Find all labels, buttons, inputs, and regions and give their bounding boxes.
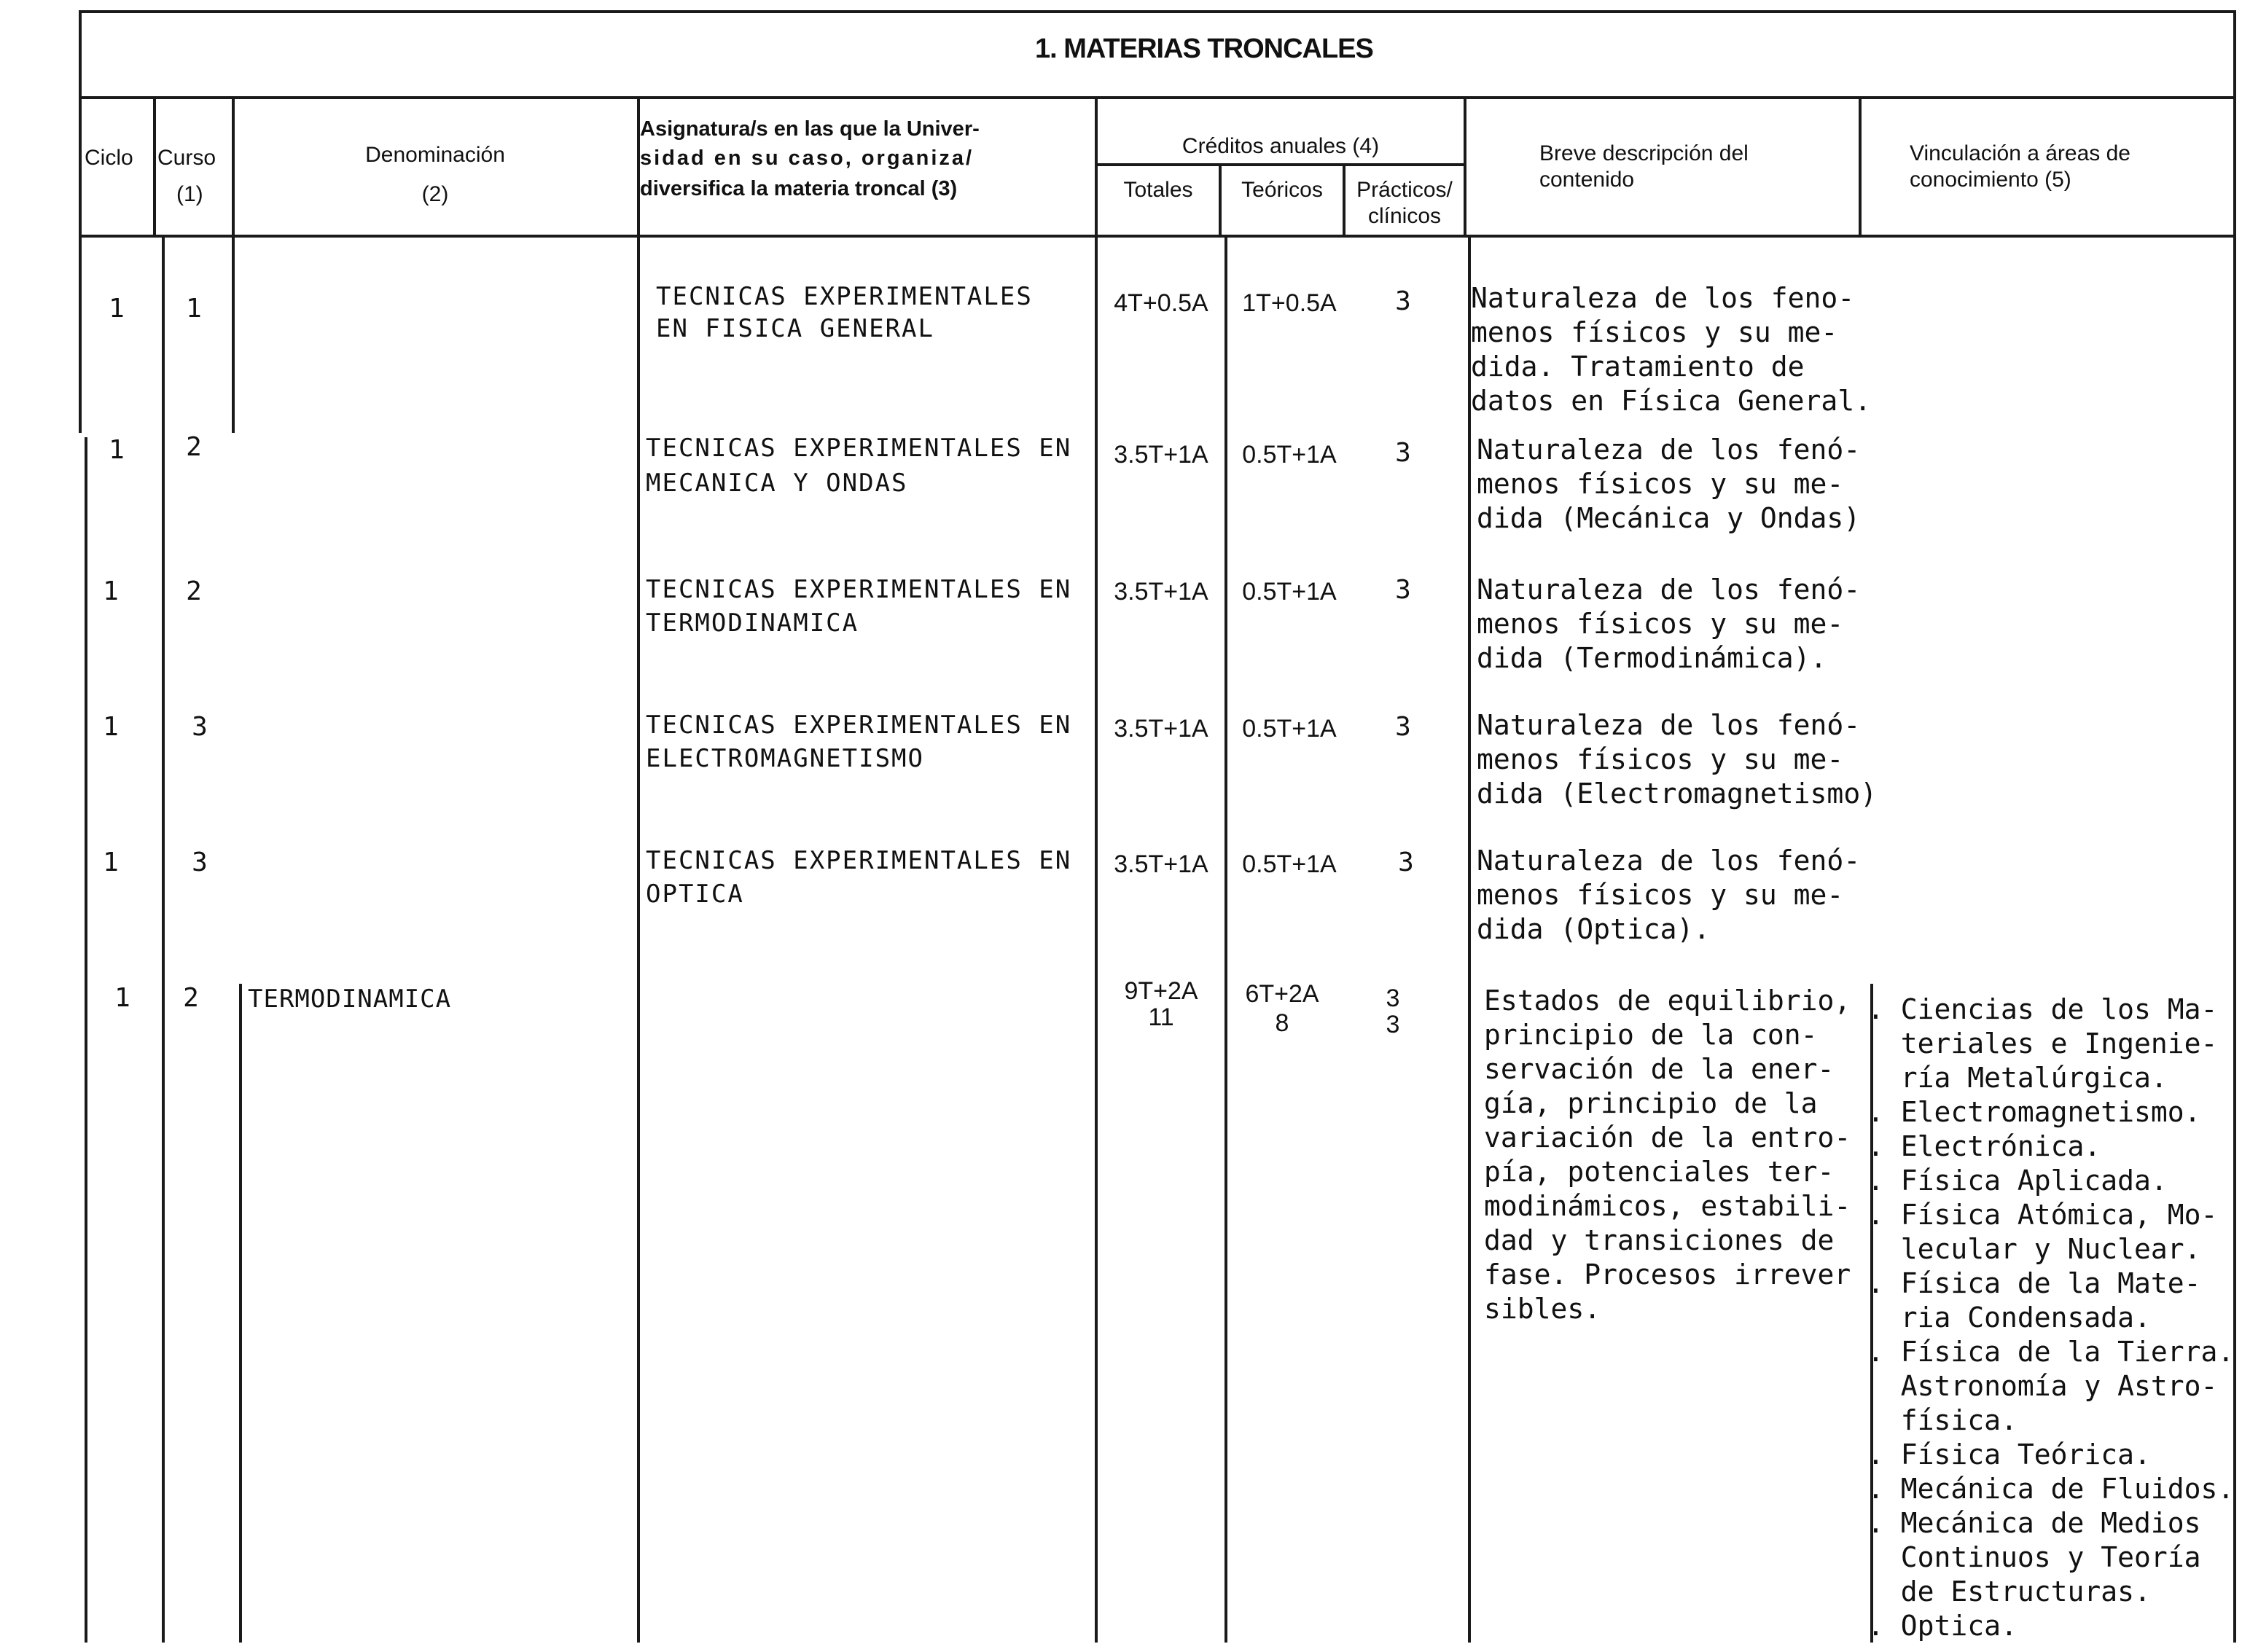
cell-descripcion-line3: dida (Termodinámica). bbox=[1477, 642, 1827, 674]
cell-ciclo: 1 bbox=[103, 576, 119, 606]
header-practicos-line1: Prácticos/ bbox=[1356, 178, 1453, 202]
cell-descripcion-line2: menos físicos y su me- bbox=[1477, 879, 1844, 911]
cell-vinculacion-line9: . Física de la Mate- bbox=[1867, 1267, 2201, 1299]
cell-ciclo: 1 bbox=[103, 712, 119, 742]
cell-descripcion-line2: principio de la con- bbox=[1484, 1019, 1818, 1051]
cell-totales: 3.5T+1A bbox=[1114, 441, 1208, 469]
cell-descripcion-line2: menos físicos y su me- bbox=[1477, 608, 1844, 640]
cell-vinculacion-line19: . Optica. bbox=[1867, 1610, 2018, 1642]
cell-descripcion-line4: datos en Física General. bbox=[1471, 385, 1872, 417]
top-border bbox=[79, 10, 2236, 13]
header-denominacion-note: (2) bbox=[421, 182, 449, 206]
cell-asignatura-line1: TECNICAS EXPERIMENTALES EN bbox=[646, 575, 1072, 604]
cell-curso: 1 bbox=[186, 294, 202, 324]
cell-teoricos: 0.5T+1A bbox=[1242, 578, 1337, 606]
cell-descripcion-line2: menos físicos y su me- bbox=[1477, 743, 1844, 775]
cell-descripcion-line5: variación de la entro- bbox=[1484, 1121, 1851, 1154]
header-descripcion-line1: Breve descripción del bbox=[1539, 141, 1749, 165]
cell-vinculacion-line10: ria Condensada. bbox=[1867, 1301, 2151, 1334]
cell-teoricos: 0.5T+1A bbox=[1242, 441, 1337, 469]
cell-asignatura-line1: TECNICAS EXPERIMENTALES EN bbox=[646, 846, 1072, 875]
cell-practicos: 3 bbox=[1395, 438, 1411, 468]
body-line-ciclo-left bbox=[79, 236, 82, 433]
cell-vinculacion-line12: Astronomía y Astro- bbox=[1867, 1370, 2218, 1402]
body-line-ciclo-left-lower bbox=[85, 437, 87, 1643]
cell-teoricos-sum: 8 bbox=[1275, 1009, 1289, 1037]
cell-totales-sum: 11 bbox=[1148, 1003, 1174, 1031]
header-asignatura-line2: sidad en su caso, organiza/ bbox=[640, 146, 974, 170]
cell-descripcion-line1: Naturaleza de los fenó- bbox=[1477, 573, 1861, 606]
header-ciclo: Ciclo bbox=[85, 146, 133, 170]
cell-vinculacion-line17: Continuos y Teoría bbox=[1867, 1541, 2201, 1573]
cell-totales: 3.5T+1A bbox=[1114, 715, 1208, 743]
cell-asignatura-line2: EN FISICA GENERAL bbox=[656, 314, 934, 343]
cell-ciclo: 1 bbox=[109, 294, 125, 324]
header-creditos: Créditos anuales (4) bbox=[1181, 134, 1380, 158]
body-line-denominacion-lower bbox=[239, 984, 242, 1643]
cell-ciclo: 1 bbox=[109, 435, 125, 465]
cell-asignatura-line1: TECNICAS EXPERIMENTALES EN bbox=[646, 710, 1072, 740]
cell-descripcion-line1: Estados de equilibrio, bbox=[1484, 984, 1851, 1017]
cell-vinculacion-line14: . Física Teórica. bbox=[1867, 1438, 2151, 1471]
cell-practicos: 3 bbox=[1395, 712, 1411, 742]
cell-vinculacion-line16: . Mecánica de Medios bbox=[1867, 1507, 2201, 1539]
cell-descripcion-line9: fase. Procesos irrever bbox=[1484, 1258, 1851, 1291]
cell-asignatura-line2: MECANICA Y ONDAS bbox=[646, 469, 908, 498]
header-teoricos: Teóricos bbox=[1241, 178, 1323, 202]
cell-vinculacion-line7: . Física Atómica, Mo- bbox=[1867, 1199, 2218, 1231]
cell-totales: 4T+0.5A bbox=[1114, 289, 1208, 317]
header-denominacion: Denominación bbox=[365, 143, 505, 167]
cell-teoricos: 0.5T+1A bbox=[1242, 850, 1337, 878]
cell-totales: 3.5T+1A bbox=[1114, 578, 1208, 606]
cell-descripcion-line3: dida (Electromagnetismo) bbox=[1477, 778, 1878, 810]
cell-practicos: 3 bbox=[1398, 847, 1414, 877]
cell-descripcion-line1: Naturaleza de los fenó- bbox=[1477, 709, 1861, 741]
cell-vinculacion-line8: lecular y Nuclear. bbox=[1867, 1233, 2201, 1265]
cell-descripcion-line3: dida (Mecánica y Ondas) bbox=[1477, 502, 1861, 534]
cell-vinculacion-line13: física. bbox=[1867, 1404, 2018, 1436]
cell-descripcion-line3: dida. Tratamiento de bbox=[1471, 351, 1805, 383]
header-practicos-line2: clínicos bbox=[1367, 204, 1442, 228]
cell-practicos: 3 bbox=[1386, 984, 1400, 1012]
header-asignatura-line3: diversifica la materia troncal (3) bbox=[640, 177, 958, 200]
header-vinculacion-line1: Vinculación a áreas de bbox=[1910, 141, 2130, 165]
cell-descripcion-line7: modinámicos, estabili- bbox=[1484, 1190, 1851, 1222]
cell-totales: 3.5T+1A bbox=[1114, 850, 1208, 878]
cell-vinculacion-line15: . Mecánica de Fluidos. bbox=[1867, 1473, 2235, 1505]
cell-curso: 3 bbox=[192, 712, 208, 742]
cell-totales: 9T+2A bbox=[1124, 977, 1198, 1005]
right-border bbox=[2233, 10, 2236, 1643]
header-totales: Totales bbox=[1123, 178, 1193, 202]
cell-vinculacion-line3: ría Metalúrgica. bbox=[1867, 1062, 2168, 1094]
body-line-descripcion bbox=[1468, 236, 1471, 1643]
cell-ciclo: 1 bbox=[114, 983, 130, 1013]
header-curso: Curso bbox=[157, 146, 216, 170]
cell-curso: 2 bbox=[186, 576, 202, 606]
cell-teoricos: 0.5T+1A bbox=[1242, 715, 1337, 743]
col-line-creditos bbox=[1095, 98, 1098, 236]
cell-curso: 2 bbox=[186, 432, 202, 462]
cell-practicos: 3 bbox=[1395, 286, 1411, 316]
cell-teoricos: 6T+2A bbox=[1245, 980, 1319, 1008]
header-bottom bbox=[79, 235, 2236, 238]
cell-asignatura-line1: TECNICAS EXPERIMENTALES EN bbox=[646, 434, 1072, 463]
cell-denominacion: TERMODINAMICA bbox=[248, 984, 452, 1014]
cell-vinculacion-line1: . Ciencias de los Ma- bbox=[1867, 993, 2218, 1025]
cell-asignatura-line2: ELECTROMAGNETISMO bbox=[646, 744, 924, 773]
cell-descripcion-line6: pía, potenciales ter- bbox=[1484, 1156, 1835, 1188]
cell-descripcion-line3: dida (Optica). bbox=[1477, 913, 1711, 945]
cell-curso: 2 bbox=[183, 983, 199, 1013]
cell-descripcion-line3: servación de la ener- bbox=[1484, 1053, 1835, 1085]
col-line-descripcion bbox=[1464, 98, 1466, 236]
col-line-curso bbox=[153, 98, 156, 236]
cell-descripcion-line8: dad y transiciones de bbox=[1484, 1224, 1835, 1256]
cell-asignatura-line2: TERMODINAMICA bbox=[646, 608, 859, 638]
cell-curso: 3 bbox=[192, 847, 208, 877]
cell-descripcion-line10: sibles. bbox=[1484, 1293, 1601, 1325]
cell-vinculacion-line5: . Electrónica. bbox=[1867, 1130, 2101, 1162]
col-line-vinculacion bbox=[1859, 98, 1862, 236]
cell-asignatura-line1: TECNICAS EXPERIMENTALES bbox=[656, 282, 1033, 311]
cell-vinculacion-line11: . Física de la Tierra. bbox=[1867, 1336, 2235, 1368]
cell-descripcion-line1: Naturaleza de los fenó- bbox=[1477, 434, 1861, 466]
cell-descripcion-line1: Naturaleza de los feno- bbox=[1471, 282, 1855, 314]
cell-practicos-sum: 3 bbox=[1386, 1011, 1400, 1038]
document-title: 1. MATERIAS TRONCALES bbox=[1035, 34, 1373, 64]
header-descripcion-line2: contenido bbox=[1539, 168, 1635, 192]
cell-descripcion-line2: menos físicos y su me- bbox=[1477, 468, 1844, 500]
creditos-divider bbox=[1095, 163, 1465, 166]
header-vinculacion-line2: conocimiento (5) bbox=[1910, 168, 2071, 192]
cell-descripcion-line4: gía, principio de la bbox=[1484, 1087, 1818, 1119]
cell-asignatura-line2: OPTICA bbox=[646, 880, 744, 909]
cell-vinculacion-line4: . Electromagnetismo. bbox=[1867, 1096, 2201, 1128]
cell-teoricos: 1T+0.5A bbox=[1242, 289, 1337, 317]
body-line-asignatura bbox=[637, 236, 640, 1643]
cell-descripcion-line2: menos físicos y su me- bbox=[1471, 316, 1838, 348]
cell-vinculacion-line18: de Estructuras. bbox=[1867, 1575, 2151, 1608]
cell-descripcion-line1: Naturaleza de los fenó- bbox=[1477, 845, 1861, 877]
header-asignatura-line1: Asignatura/s en las que la Univer- bbox=[640, 117, 980, 141]
title-divider bbox=[79, 96, 2236, 99]
cell-vinculacion-line2: teriales e Ingenie- bbox=[1867, 1027, 2218, 1060]
left-border bbox=[79, 10, 82, 240]
cell-vinculacion-line6: . Física Aplicada. bbox=[1867, 1164, 2168, 1197]
cell-practicos: 3 bbox=[1395, 575, 1411, 605]
header-curso-note: (1) bbox=[176, 182, 203, 206]
cell-ciclo: 1 bbox=[103, 847, 119, 877]
body-line-denominacion bbox=[232, 236, 235, 433]
